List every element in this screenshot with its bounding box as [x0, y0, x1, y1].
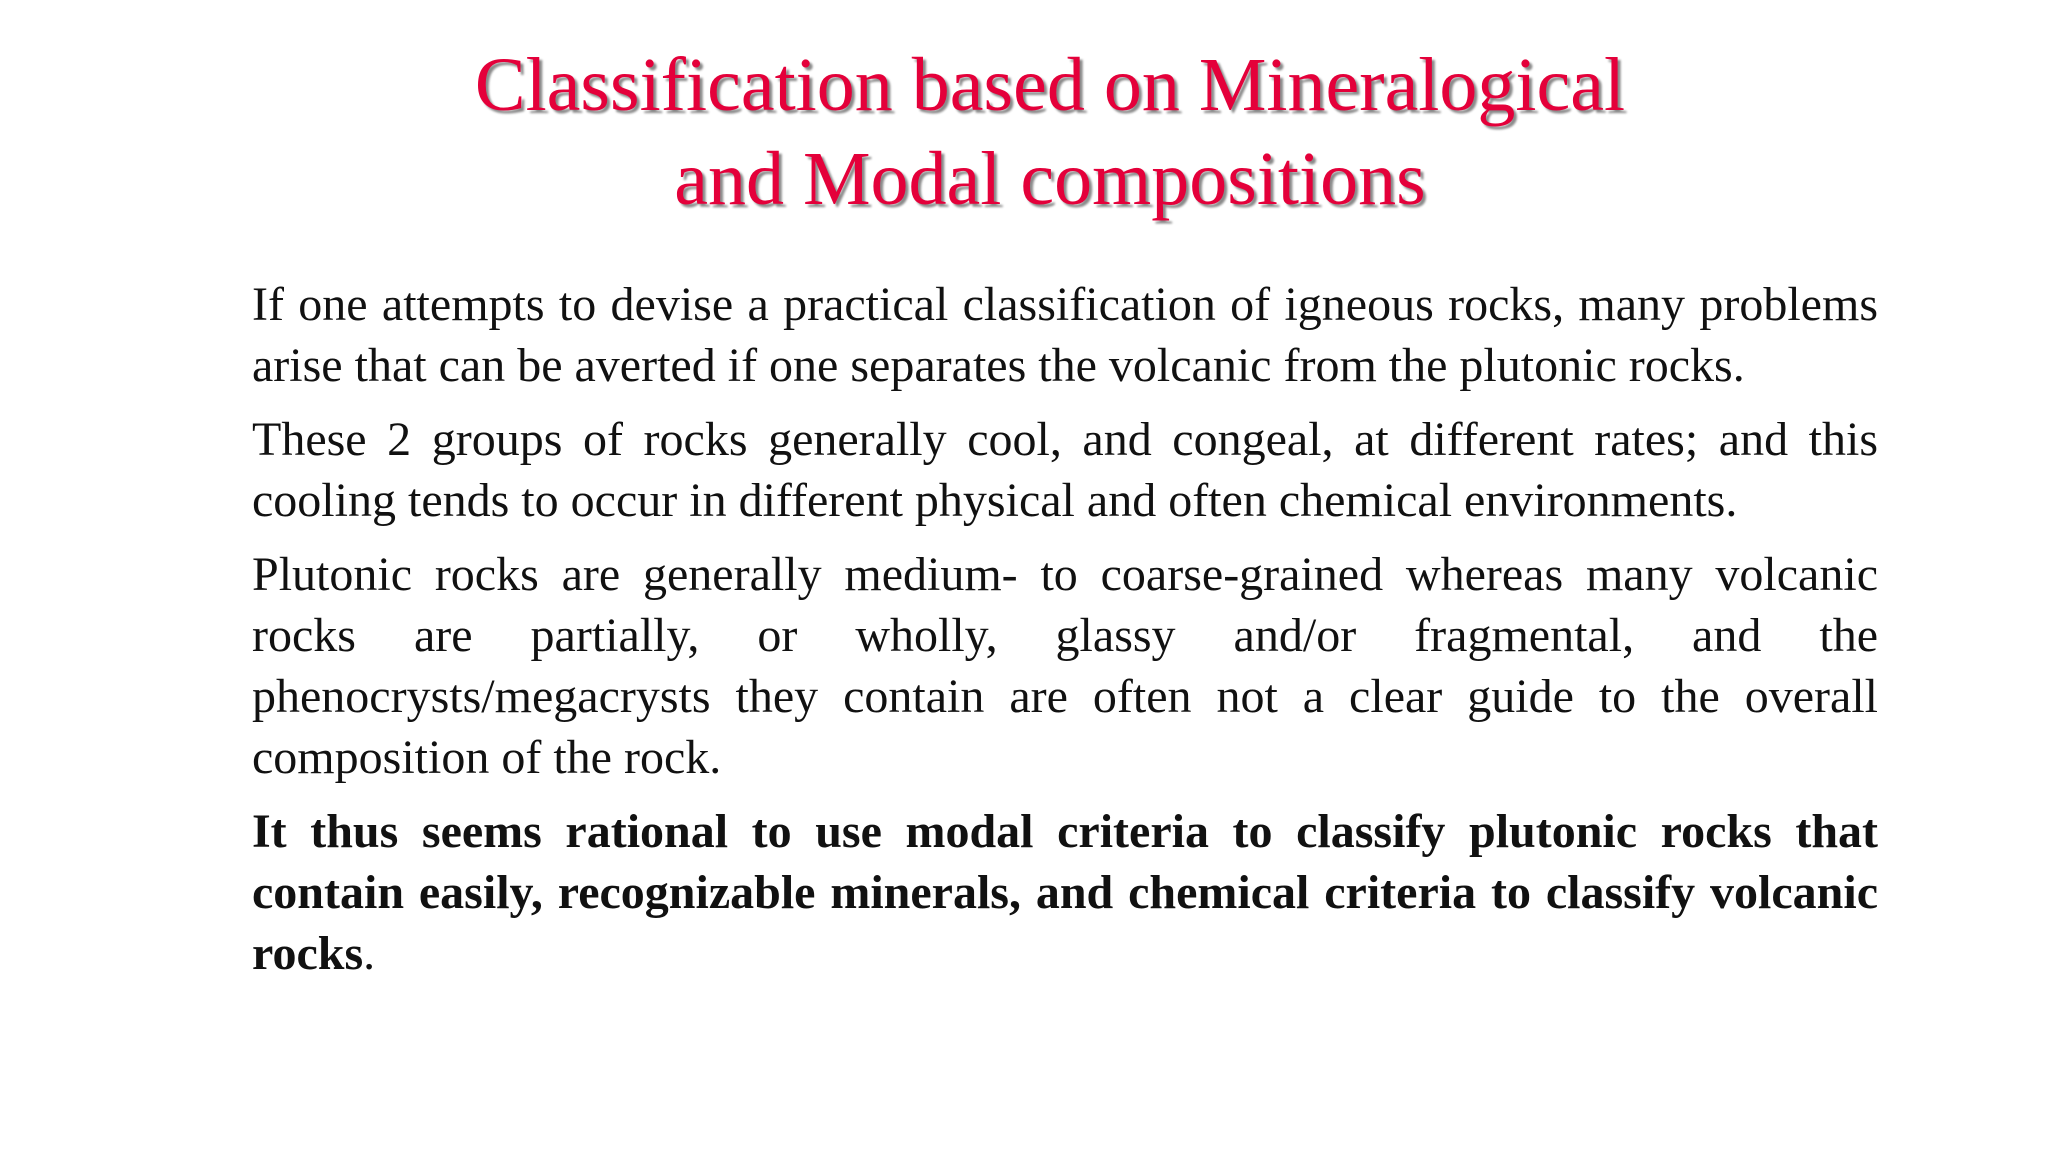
slide-title [0, 38, 2048, 226]
conclusion-period: . [363, 927, 376, 980]
conclusion-text: It thus seems rational to use modal criteria to classify plutonic rocks that contain easily, recognizable minerals, and chemical criteria to classify volcanic rocks [252, 805, 1878, 980]
slide-title-line-1: Classification based on Mineralogical [474, 43, 1626, 127]
paragraph-1: If one attempts to devise a practical classification of igneous rocks, many problems arise that can be averted if one separates the volcanic from the plutonic rocks. [252, 278, 1878, 392]
paragraph-4-conclusion [252, 801, 1878, 984]
paragraph-3: Plutonic rocks are generally medium- to coarse-grained whereas many volcanic rocks are partially, or wholly, glassy and/or fragmental, and the phenocrysts/megacrysts they contain are often not a clear guide to the overall composition of the rock. [252, 548, 1878, 784]
slide-title-line-2: and Modal compositions [674, 137, 1426, 221]
slide-body [252, 274, 1878, 997]
paragraph-2: These 2 groups of rocks generally cool, and congeal, at different rates; and this cooling tends to occur in different physical and often chemical environments. [252, 413, 1878, 527]
